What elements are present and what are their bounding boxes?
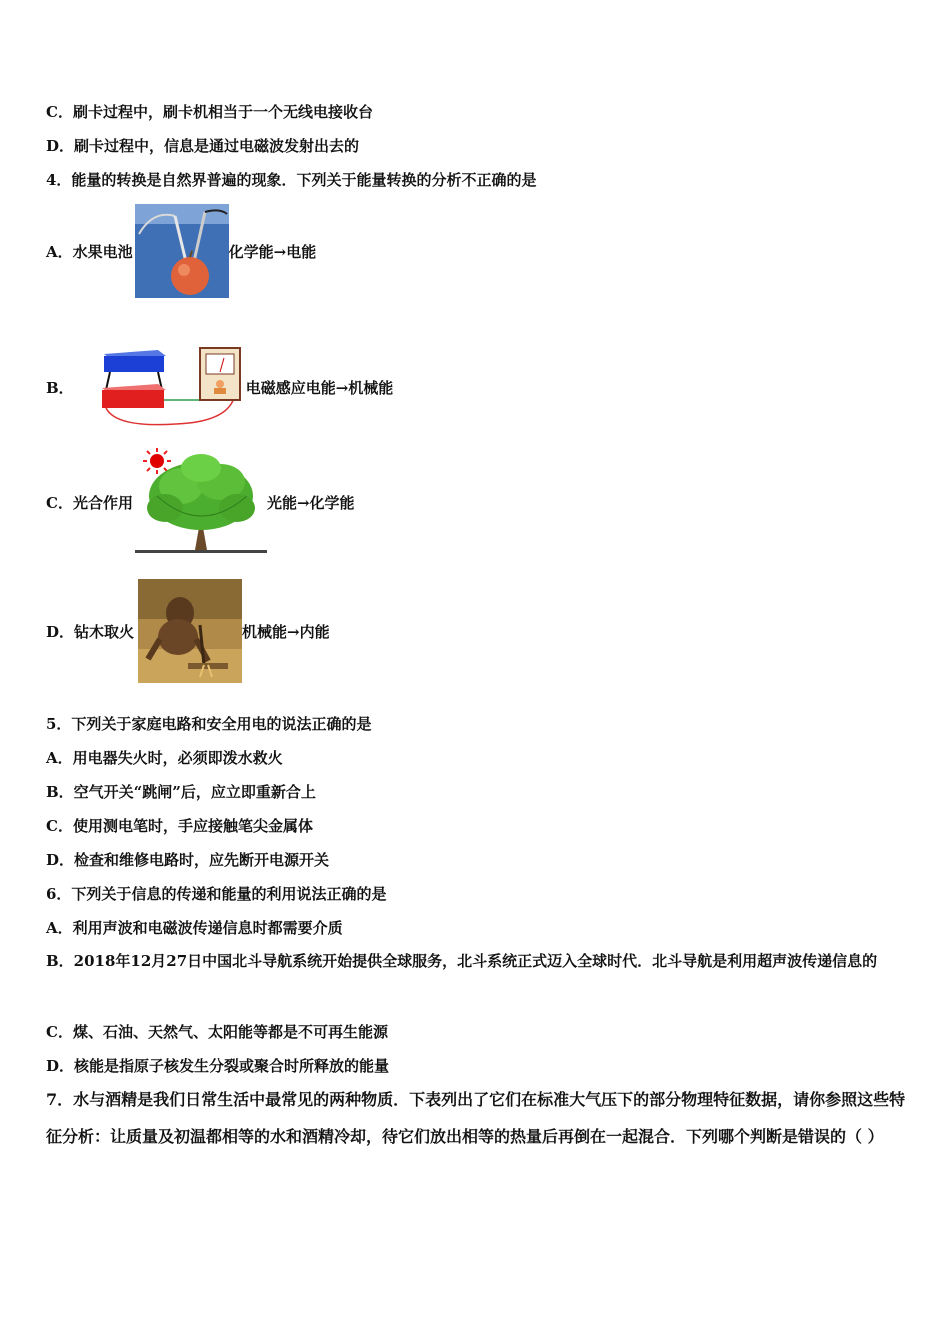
q6-option-c: C．煤、石油、天然气、太阳能等都是不可再生能源 [46, 1023, 388, 1041]
q5-option-a: A．用电器失火时，必须即泼水救火 [46, 749, 283, 767]
q5-stem: 5．下列关于家庭电路和安全用电的说法正确的是 [46, 715, 372, 733]
q4-option-b-label: B． [46, 378, 74, 397]
q4-option-c-label: C．光合作用 [46, 493, 133, 512]
q4-stem: 4．能量的转换是自然界普遍的现象．下列关于能量转换的分析不正确的是 [46, 171, 537, 189]
q4-option-a-result: 化学能→电能 [228, 242, 317, 261]
q4-option-a-label: A．水果电池 [46, 242, 133, 261]
q4-option-a [46, 204, 316, 298]
q4-option-c [46, 446, 355, 558]
q6-stem: 6．下列关于信息的传递和能量的利用说法正确的是 [46, 885, 387, 903]
photosynthesis-tree-image [135, 446, 267, 558]
q7-stem: 7．水与酒精是我们日常生活中最常见的两种物质．下表列出了它们在标准大气压下的部分物理特征数据，请你参照这些特征分析：让质量及初温都相等的水和酒精冷却，待它们放出相等的热量后再倒在一起混合．下列哪个判断是错误的（ ） [46, 1090, 906, 1146]
drilling-wood-fire-image [138, 579, 242, 683]
q3-option-d: D．刷卡过程中，信息是通过电磁波发射出去的 [46, 137, 360, 155]
q4-option-d-result: 机械能→内能 [242, 622, 330, 641]
q6-option-d: D．核能是指原子核发生分裂或聚合时所释放的能量 [46, 1057, 390, 1075]
q6-option-b: B．2018年12月27日中国北斗导航系统开始提供全球服务，北斗系统正式迈入全球时代．北斗导航是利用超声波传递信息的 [46, 952, 878, 970]
electromagnetic-induction-image [96, 344, 246, 430]
q4-option-b [46, 344, 393, 430]
q4-option-d-label: D．钻木取火 [46, 622, 135, 641]
q3-option-c: C．刷卡过程中，刷卡机相当于一个无线电接收台 [46, 103, 373, 121]
fruit-battery-image [135, 204, 229, 298]
q5-option-d: D．检查和维修电路时，应先断开电源开关 [46, 851, 330, 869]
q4-option-b-result: 电磁感应电能→机械能 [245, 378, 394, 397]
q6-option-a: A．利用声波和电磁波传递信息时都需要介质 [46, 919, 343, 937]
q4-option-d [46, 579, 330, 683]
q5-option-b: B．空气开关“跳闸”后，应立即重新合上 [46, 783, 316, 801]
q5-option-c: C．使用测电笔时，手应接触笔尖金属体 [46, 817, 313, 835]
q4-option-c-result: 光能→化学能 [266, 493, 355, 512]
